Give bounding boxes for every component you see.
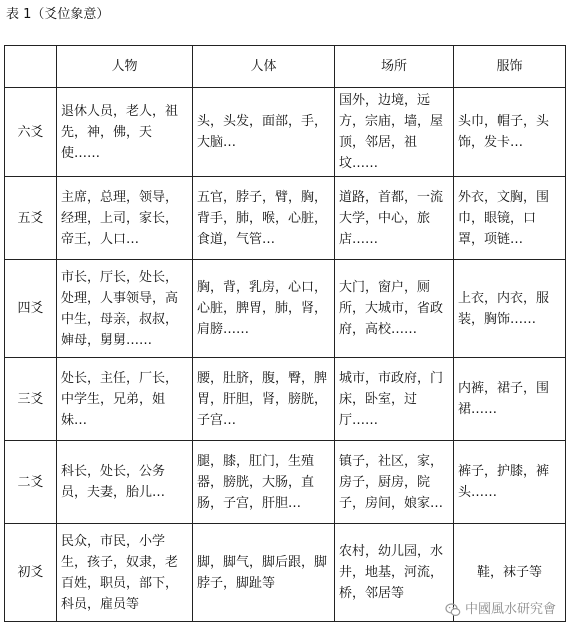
row-label: 初爻 xyxy=(5,524,57,622)
cell-clothing: 头巾，帽子，头饰，发卡… xyxy=(454,88,566,177)
cell-body: 脚，脚气，脚后跟，脚脖子，脚趾等 xyxy=(193,524,335,622)
row-label: 四爻 xyxy=(5,260,57,358)
header-row xyxy=(5,46,566,88)
cell-people: 处长，主任，厂长，中学生，兄弟，姐妹… xyxy=(57,358,193,441)
cell-places: 镇子，社区，家，房子，厨房，院子，房间，娘家… xyxy=(335,441,454,524)
cell-people: 科长，处长，公务员，夫妻，胎儿… xyxy=(57,441,193,524)
row-label: 五爻 xyxy=(5,177,57,260)
table-row xyxy=(5,177,566,260)
table-row xyxy=(5,88,566,177)
yao-position-table xyxy=(4,45,566,622)
table-row xyxy=(5,441,566,524)
header-clothing: 服饰 xyxy=(454,46,566,88)
cell-people: 市长，厅长，处长，处理，人事领导，高中生，母亲，叔叔，婶母，舅舅…… xyxy=(57,260,193,358)
row-label: 二爻 xyxy=(5,441,57,524)
cell-people: 民众，市民，小学生，孩子，奴隶，老百姓，职员，部下，科员，雇员等 xyxy=(57,524,193,622)
row-label: 三爻 xyxy=(5,358,57,441)
table-caption: 表 1（爻位象意） xyxy=(6,7,110,22)
cell-people: 主席，总理，领导，经理，上司，家长，帝王，人口… xyxy=(57,177,193,260)
header-people: 人物 xyxy=(57,46,193,88)
cell-body: 腿，膝，肛门，生殖器，膀胱，大肠，直肠，子宫，肝胆… xyxy=(193,441,335,524)
cell-body: 胸，背，乳房，心口，心脏，脾胃，肺，肾，肩膀…… xyxy=(193,260,335,358)
watermark-text: 中國風水研究會 xyxy=(464,602,556,617)
cell-body: 五官，脖子，臂，胸，背手，肺，喉，心脏，食道，气管… xyxy=(193,177,335,260)
header-body: 人体 xyxy=(193,46,335,88)
cell-clothing: 外衣，文胸，围巾，眼镜，口罩，项链… xyxy=(454,177,566,260)
header-blank xyxy=(5,46,57,88)
cell-body: 腰，肚脐，腹，臀，脾胃，肝胆，肾，膀胱，子宫… xyxy=(193,358,335,441)
cell-clothing: 鞋，袜子等 xyxy=(454,524,566,622)
cell-people: 退休人员，老人，祖先，神，佛，天使…… xyxy=(57,88,193,177)
cell-places: 大门，窗户，厕所，大城市，省政府，高校…… xyxy=(335,260,454,358)
cell-places: 国外，边境，远方，宗庙，墙，屋顶，邻居，祖坟…… xyxy=(335,88,454,177)
cell-places: 农村，幼儿园，水井，地基，河流，桥，邻居等 xyxy=(335,524,454,622)
cell-places: 道路，首都，一流大学，中心，旅店…… xyxy=(335,177,454,260)
table-row xyxy=(5,260,566,358)
cell-clothing: 裤子，护膝，裤头…… xyxy=(454,441,566,524)
cell-clothing: 上衣，内衣，服装，胸饰…… xyxy=(454,260,566,358)
cell-body: 头，头发，面部，手，大脑… xyxy=(193,88,335,177)
header-places: 场所 xyxy=(335,46,454,88)
watermark xyxy=(445,601,556,619)
cell-clothing: 内裤，裙子，围裙…… xyxy=(454,358,566,441)
table-row xyxy=(5,358,566,441)
cell-places: 城市，市政府，门床，卧室，过厅…… xyxy=(335,358,454,441)
wechat-icon xyxy=(445,602,461,618)
row-label: 六爻 xyxy=(5,88,57,177)
